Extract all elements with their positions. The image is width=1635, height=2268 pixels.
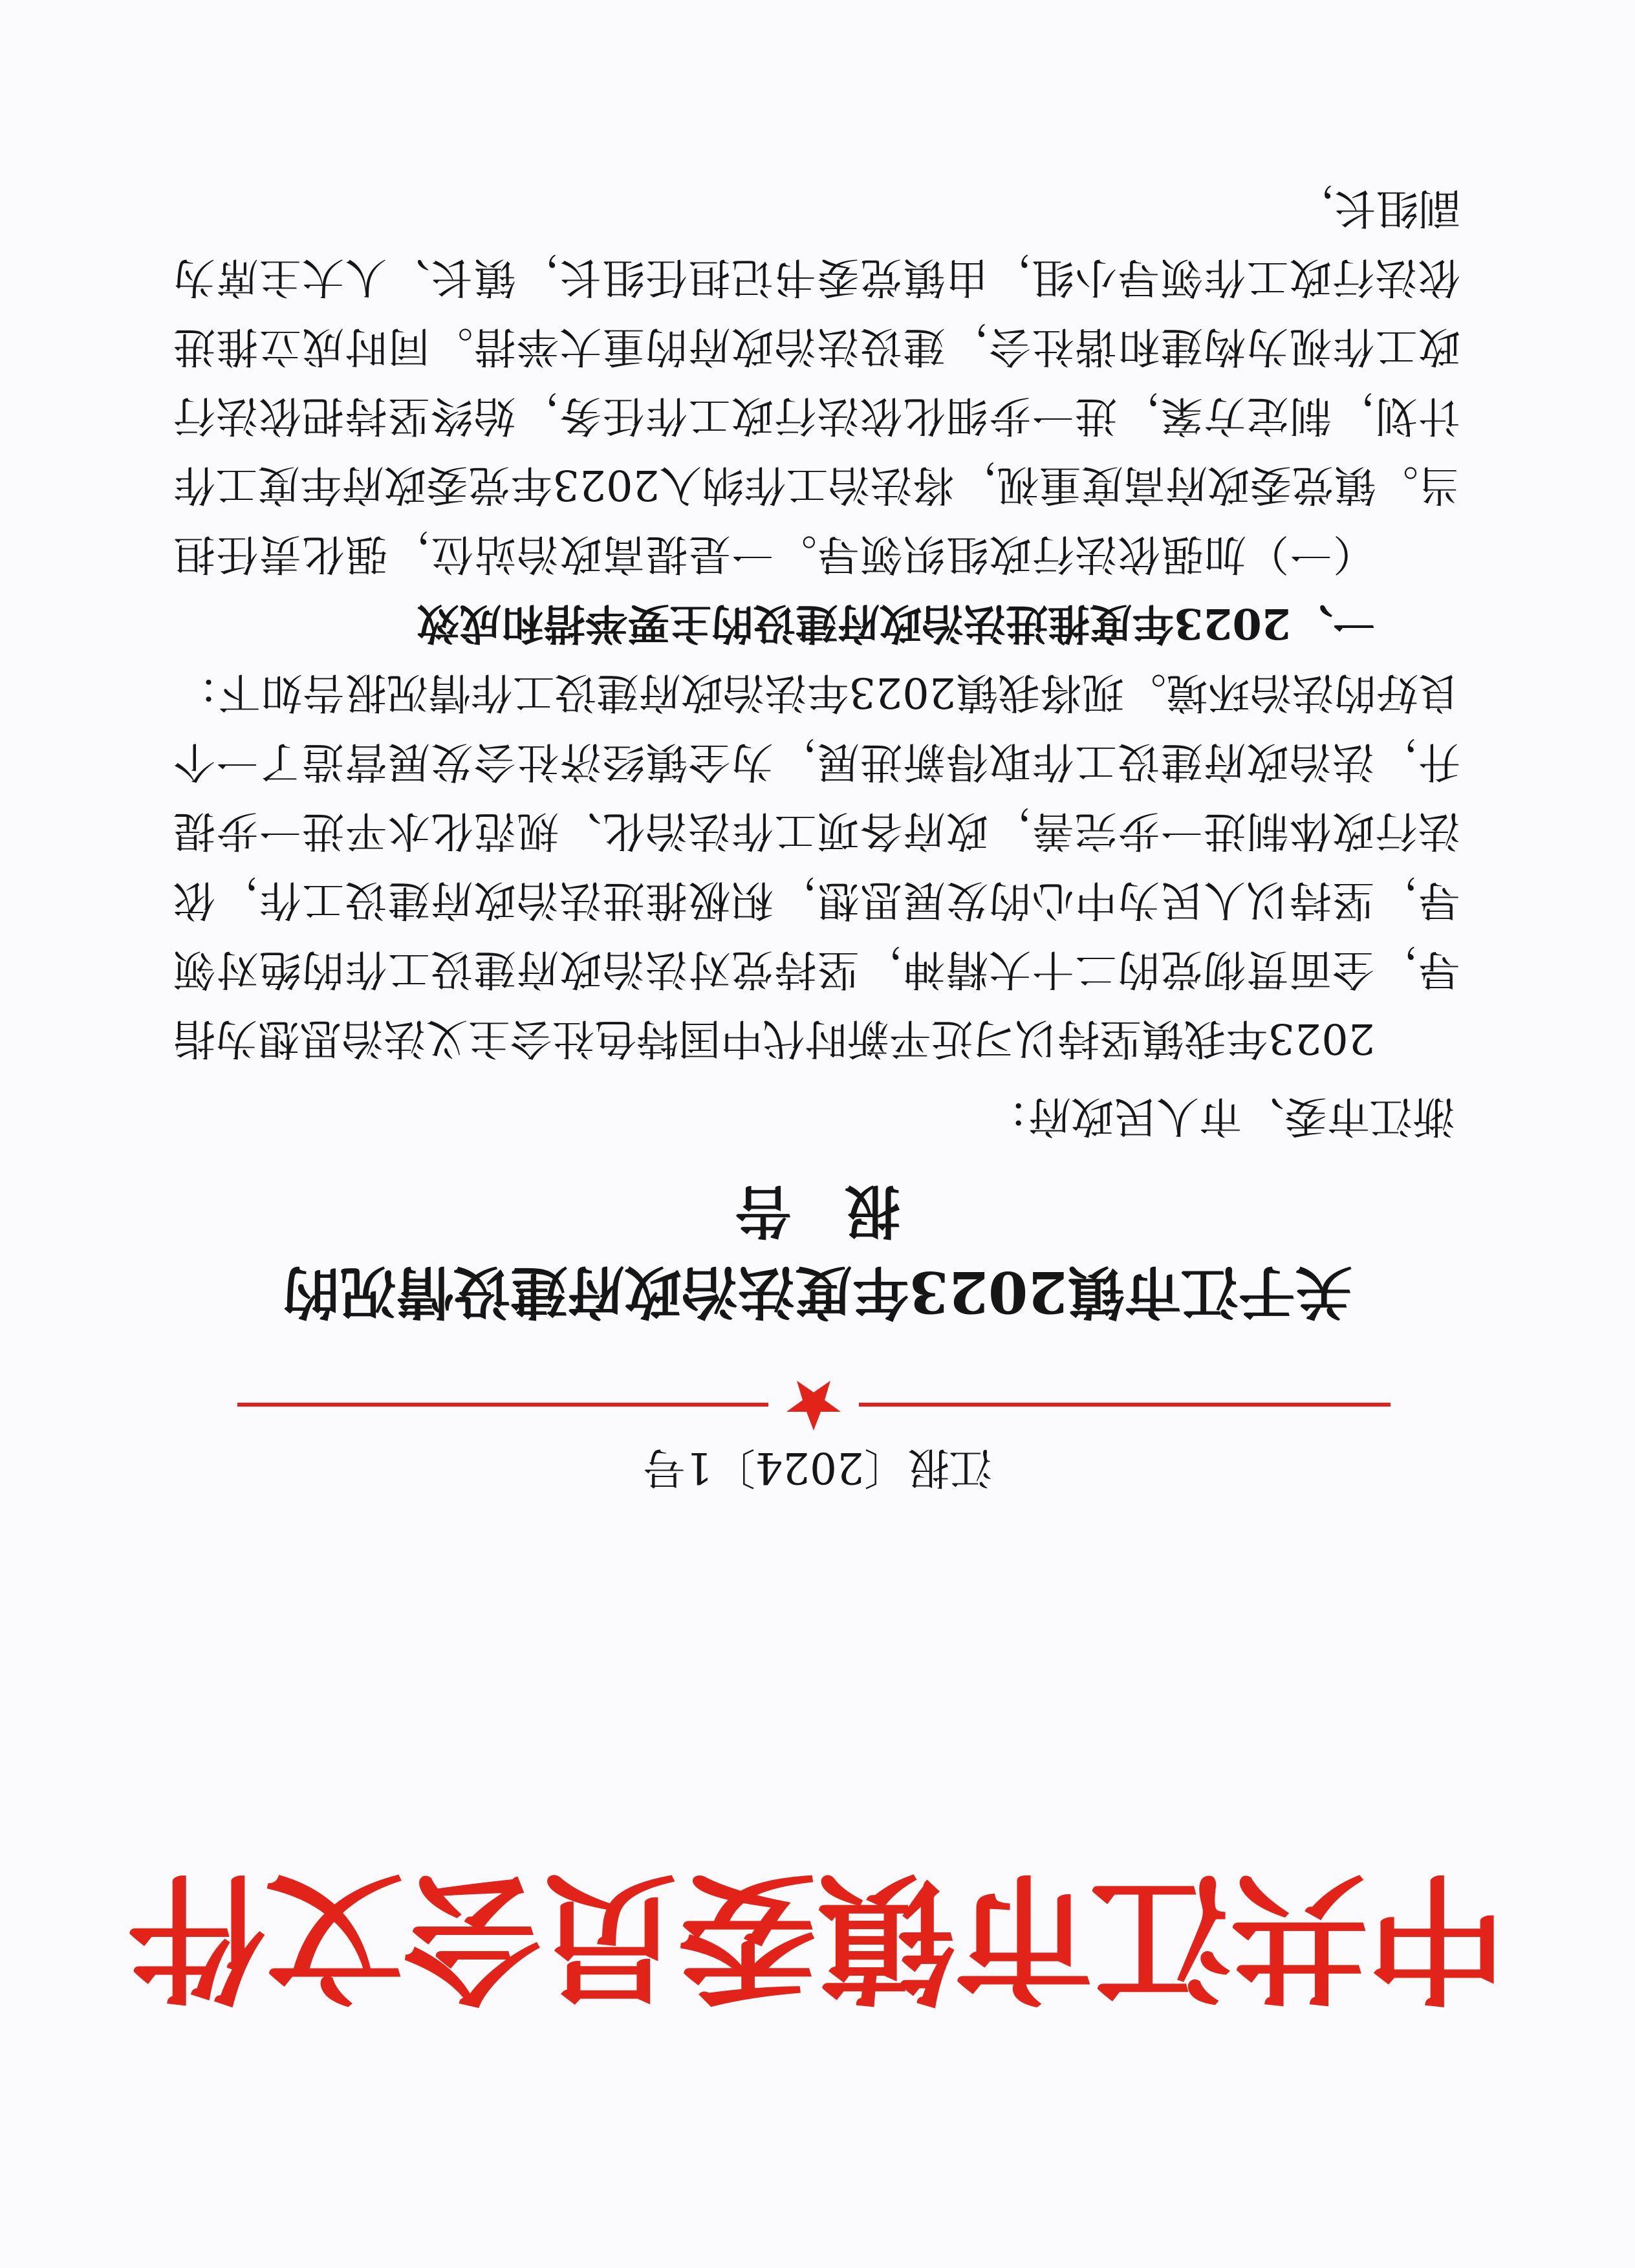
- document-masthead: 中共江市镇委员会文件: [129, 1855, 1506, 2018]
- report-subtitle: 报告: [683, 1178, 901, 1245]
- report-body: [173, 173, 1460, 1073]
- section-heading: 一、2023年度推进法治政府建设的主要举措和成效: [417, 599, 1375, 648]
- red-star-icon: [786, 1381, 841, 1431]
- salutation: 浙江市委、市人民政府：: [986, 1092, 1455, 1141]
- document-number: 江报〔2024〕1号: [643, 1443, 992, 1493]
- report-title: 关于江市镇2023年度法治政府建设情况的: [283, 1258, 1352, 1326]
- intro-paragraph: 2023年我镇坚持以习近平新时代中国特色社会主义法治思想为指导，全面贯彻党的二十大精神，坚持党对法治政府建设工作的绝对领导，坚持以人民为中心的发展思想，积极推进法治政府建设工作，依法行政体制进一步完善，政府各项工作法治化、规范化水平进一步提升，法治政府建设工作取得新进展，为全镇经济社会发展营造了一个良好的法治环境。现将我镇2023年法治政府建设工作情况报告如下：: [173, 668, 1460, 1063]
- red-divider: [237, 1376, 1391, 1434]
- subsection-paragraph: （一）加强依法行政组织领导。一是提高政治站位，强化责任担当。镇党委政府高度重视，将法治工作纳入2023年党委政府年度工作计划，制定方案，进一步细化依法行政工作任务，始终坚持把依法行政工作视为构建和谐社会，建设法治政府的重大举措。同时成立推进依法行政工作领导小组，由镇党委书记担任组长，镇长、人大主席为副组长，: [173, 184, 1460, 578]
